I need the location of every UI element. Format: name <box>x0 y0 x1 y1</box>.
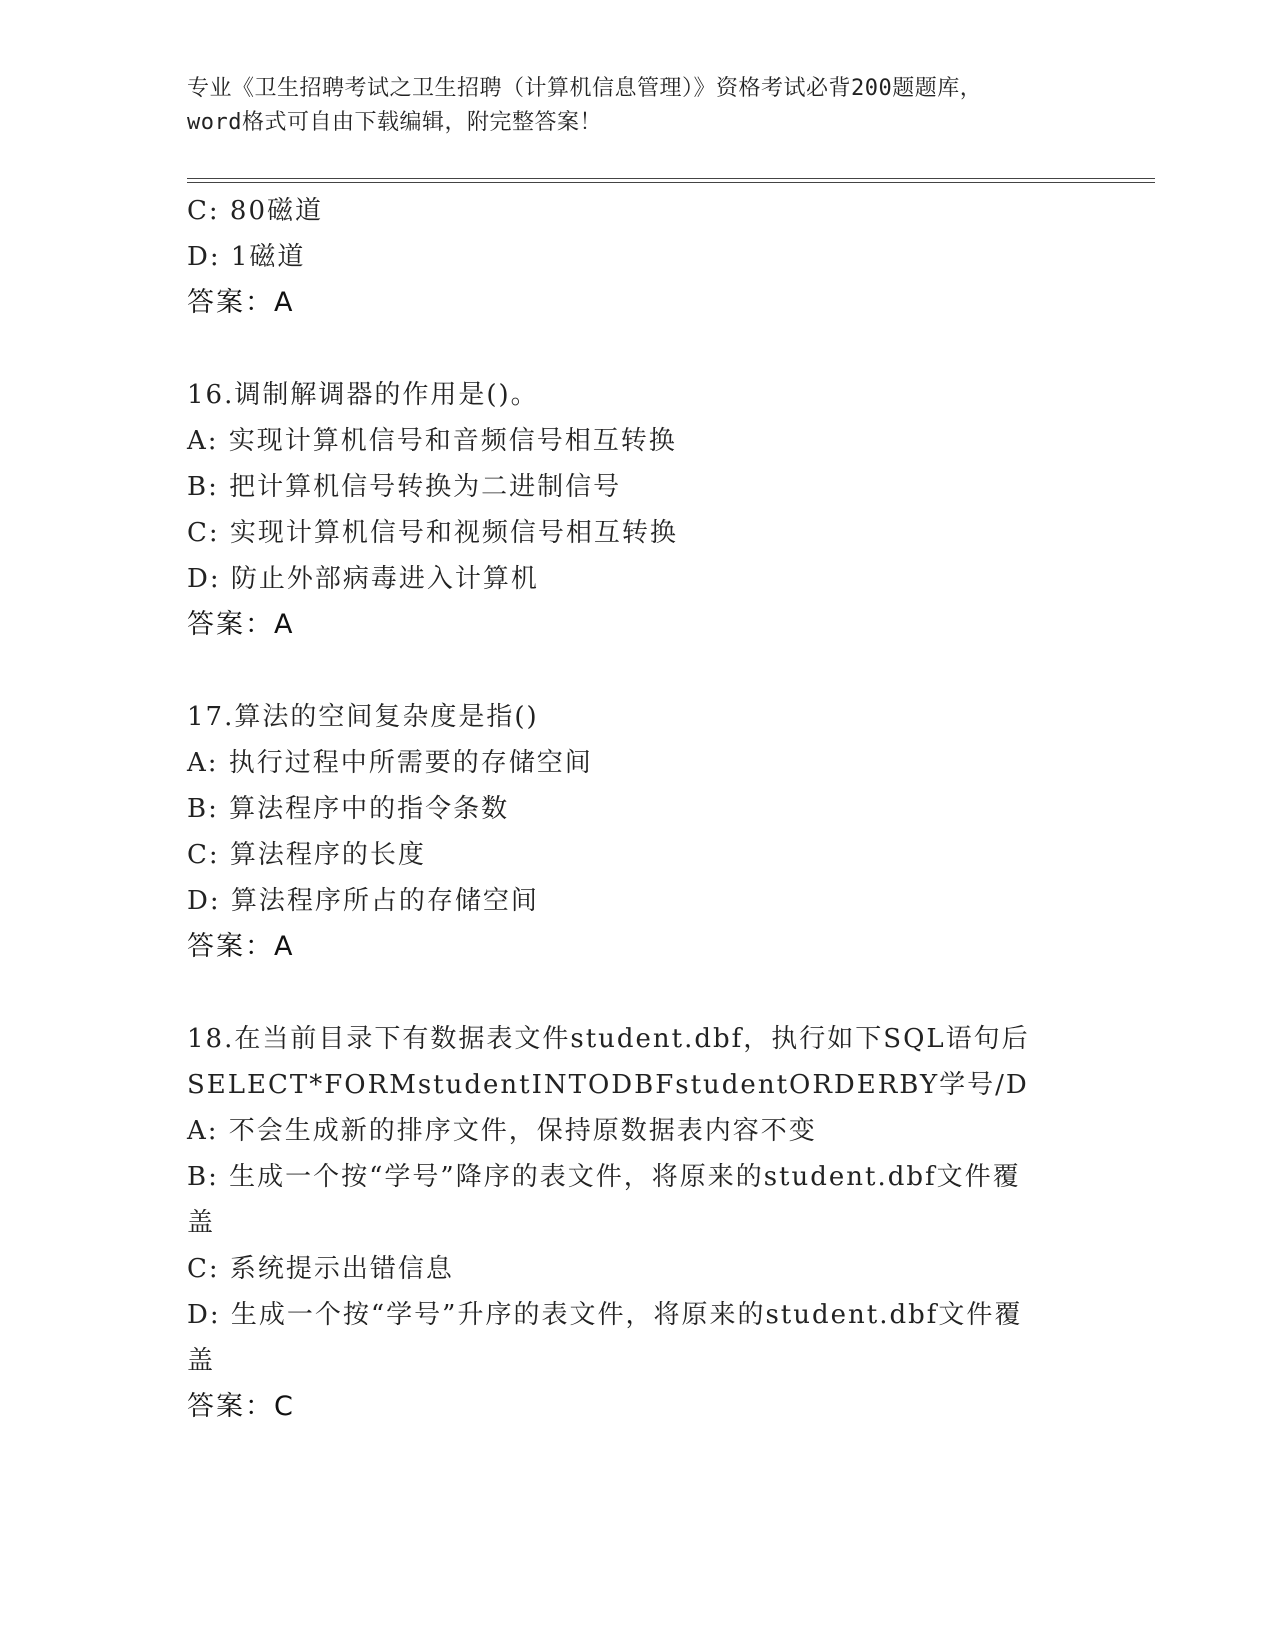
q17-question: 17.算法的空间复杂度是指() <box>187 702 539 732</box>
q18-option-b-line-1: B: 生成一个按“学号”降序的表文件，将原来的student.dbf文件覆 <box>187 1162 1021 1192</box>
q17-option-a: A: 执行过程中所需要的存储空间 <box>187 748 593 778</box>
q17-option-b: B: 算法程序中的指令条数 <box>187 794 510 824</box>
q15-option-d: D: 1磁道 <box>187 242 306 272</box>
document-body <box>187 188 1087 1430</box>
q15-answer: 答案：A <box>187 287 295 318</box>
q18-option-c: C: 系统提示出错信息 <box>187 1254 454 1284</box>
header-double-rule <box>187 178 1155 183</box>
header-title-line-1: 专业《卫生招聘考试之卫生招聘（计算机信息管理）》资格考试必背200题题库， <box>187 76 983 101</box>
q18-option-b-line-2: 盖 <box>187 1208 216 1238</box>
q17-option-d: D: 算法程序所占的存储空间 <box>187 886 539 916</box>
q15-option-c: C: 80磁道 <box>187 196 324 226</box>
q18-question-line-2: SELECT*FORMstudentINTODBFstudentORDERBY学号/D <box>187 1070 1029 1100</box>
q16-option-b: B: 把计算机信号转换为二进制信号 <box>187 472 622 502</box>
q18-answer: 答案：C <box>187 1391 295 1422</box>
question-15-block <box>187 188 1087 326</box>
header-title-line-2: word格式可自由下载编辑，附完整答案！ <box>187 110 602 135</box>
q16-option-a: A: 实现计算机信号和音频信号相互转换 <box>187 426 677 456</box>
q17-answer: 答案：A <box>187 931 295 962</box>
q16-option-d: D: 防止外部病毒进入计算机 <box>187 564 539 594</box>
q18-option-d-line-1: D: 生成一个按“学号”升序的表文件，将原来的student.dbf文件覆 <box>187 1300 1023 1330</box>
q18-question-line-1: 18.在当前目录下有数据表文件student.dbf，执行如下SQL语句后 <box>187 1024 1030 1054</box>
question-18-block <box>187 1016 1087 1430</box>
q16-question: 16.调制解调器的作用是()。 <box>187 380 539 410</box>
spacer <box>187 648 1087 694</box>
spacer <box>187 326 1087 372</box>
question-17-block <box>187 694 1087 970</box>
q16-answer: 答案：A <box>187 609 295 640</box>
q18-option-a: A: 不会生成新的排序文件，保持原数据表内容不变 <box>187 1116 817 1146</box>
question-16-block <box>187 372 1087 648</box>
page-header <box>187 72 1087 140</box>
q17-option-c: C: 算法程序的长度 <box>187 840 426 870</box>
q16-option-c: C: 实现计算机信号和视频信号相互转换 <box>187 518 678 548</box>
q18-option-d-line-2: 盖 <box>187 1346 216 1376</box>
spacer <box>187 970 1087 1016</box>
